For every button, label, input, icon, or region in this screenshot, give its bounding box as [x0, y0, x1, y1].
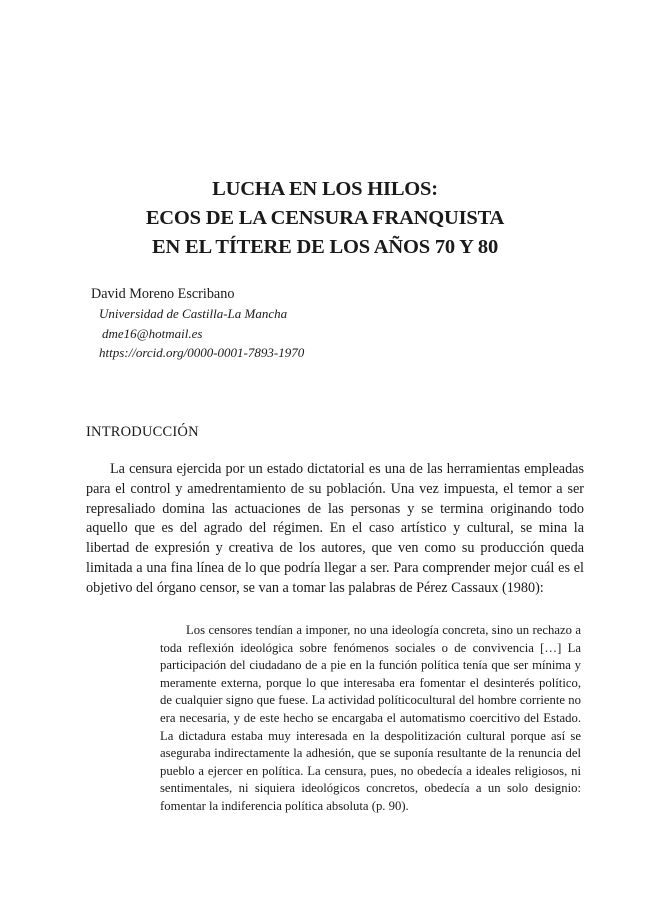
section-heading: INTRODUCCIÓN	[86, 424, 199, 440]
title-line-3: EN EL TÍTERE DE LOS AÑOS 70 Y 80	[151, 236, 498, 258]
article-title	[0, 175, 650, 262]
title-line-2: ECOS DE LA CENSURA FRANQUISTA	[145, 207, 505, 229]
author-orcid: https://orcid.org/0000-0001-7893-1970	[99, 345, 305, 360]
author-email: dme16@hotmail.es	[102, 325, 203, 341]
author-block	[91, 285, 304, 363]
block-quote: Los censores tendían a imponer, no una ideología concreta, sino un rechazo a toda reflexión ideológica sobre fenómenos sociales o de convivencia […] La participación del ciudadano de a pie en la función política tenía que ser mínima y meramente externa, porque lo que interesaba era fomentar el desinterés político, de cualquier signo que fuese. La actividad políticocultural del hombre corriente no era necesaria, y de este hecho se encargaba el automatismo coercitivo del Estado. La dictadura estaba muy interesada en la despolitización cultural porque así se aseguraba indirectamente la adhesión, que se suponía resultante de la renuncia del pueblo a ejercer en política. La censura, pues, no obedecía a ideales religiosos, ni sentimentales, ni siquiera ideológicos concretos, obedecía a un solo designio: fomentar la indiferencia política absoluta (p. 90).	[160, 623, 581, 813]
author-name: David Moreno Escribano	[91, 286, 235, 302]
body-paragraph: La censura ejercida por un estado dictatorial es una de las herramientas empleadas para el control y amedrentamiento de su población. Una vez impuesta, el temor a ser represaliado domina las actuaciones de las personas y se termina originando todo aquello que es del agrado del régimen. En el caso artístico y cultural, se mina la libertad de expresión y creativa de los autores, que ven como su producción queda limitada a una fina línea de lo que podría llegar a ser. Para comprender mejor cuál es el objetivo del órgano censor, se van a tomar las palabras de Pérez Cassaux (1980):	[86, 461, 584, 596]
title-line-1: LUCHA EN LOS HILOS:	[212, 178, 438, 200]
author-affiliation: Universidad de Castilla-La Mancha	[99, 306, 288, 321]
